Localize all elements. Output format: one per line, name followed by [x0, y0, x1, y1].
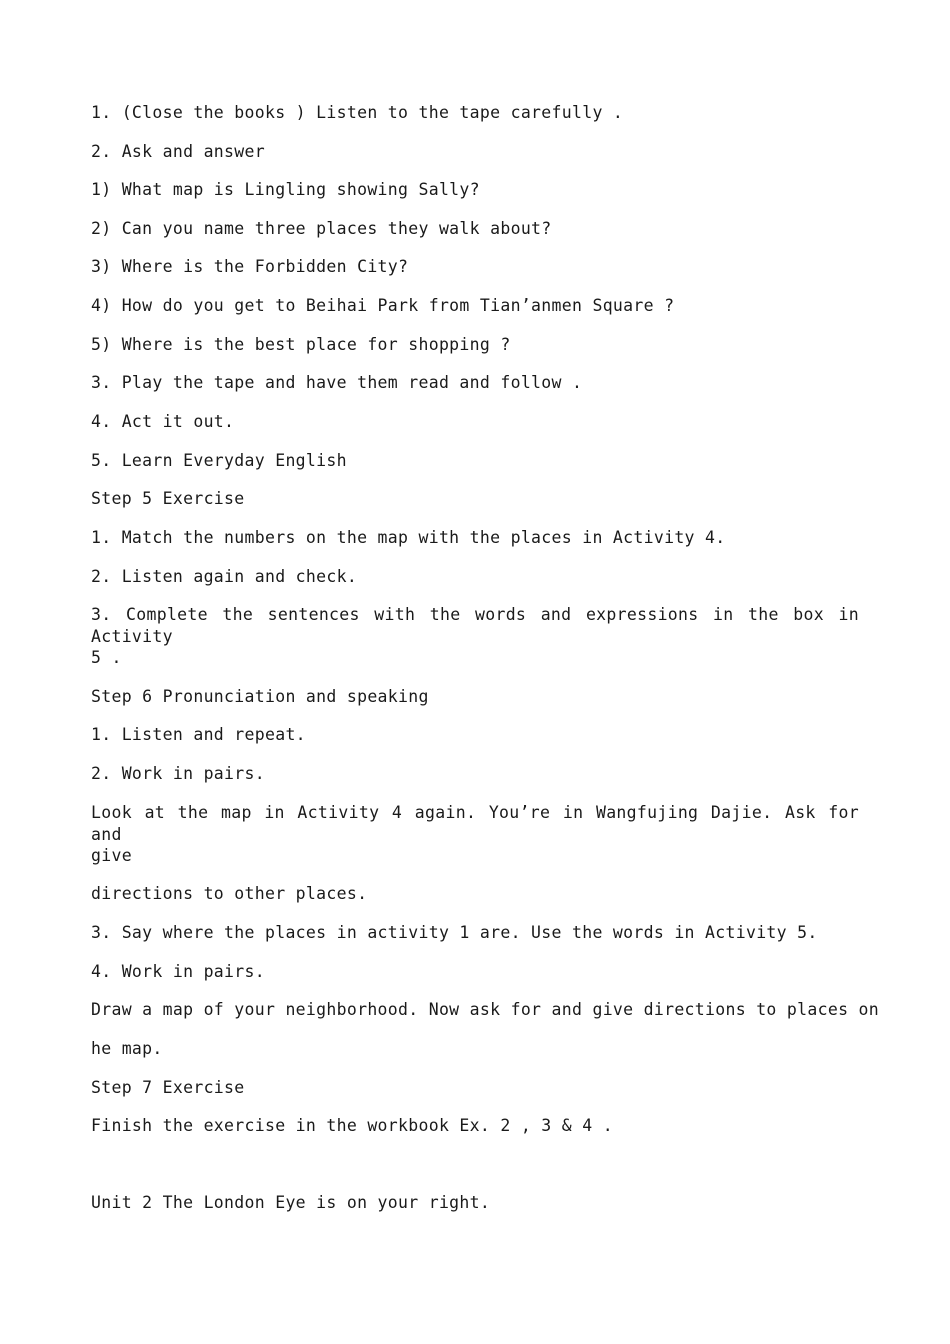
instruction-line: 3. Say where the places in activity 1 are. Use the words in Activity 5.: [91, 923, 818, 942]
instruction-line: Finish the exercise in the workbook Ex. 2 , 3 & 4 .: [91, 1116, 613, 1135]
instruction-line: 1. Listen and repeat.: [91, 725, 306, 744]
instruction-line-continued: directions to other places.: [91, 884, 368, 903]
instruction-line: 4. Act it out.: [91, 412, 235, 431]
instruction-line-continued: 5 .: [91, 648, 122, 667]
instruction-line: Look at the map in Activity 4 again. You’re in Wangfujing Dajie. Ask for and: [91, 803, 859, 844]
instruction-line: 1. Match the numbers on the map with the places in Activity 4.: [91, 528, 726, 547]
instruction-line: 3. Complete the sentences with the words and expressions in the box in Activity: [91, 605, 859, 646]
instruction-line-continued: he map.: [91, 1039, 163, 1058]
instruction-line: 2. Listen again and check.: [91, 567, 358, 586]
step-heading: Step 7 Exercise: [91, 1078, 245, 1097]
instruction-line: 5. Learn Everyday English: [91, 451, 347, 470]
instruction-line-continued: give: [91, 846, 132, 865]
unit-heading: Unit 2 The London Eye is on your right.: [91, 1193, 491, 1212]
question-line: 5) Where is the best place for shopping ?: [91, 335, 511, 354]
instruction-line: Draw a map of your neighborhood. Now ask for and give directions to places on: [91, 1000, 880, 1019]
question-line: 2) Can you name three places they walk about?: [91, 219, 552, 238]
instruction-line: 2. Work in pairs.: [91, 764, 265, 783]
step-heading: Step 6 Pronunciation and speaking: [91, 687, 429, 706]
question-line: 1) What map is Lingling showing Sally?: [91, 180, 480, 199]
instruction-line: 2. Ask and answer: [91, 142, 265, 161]
question-line: 4) How do you get to Beihai Park from Tian’anmen Square ?: [91, 296, 675, 315]
instruction-line: 3. Play the tape and have them read and follow .: [91, 373, 583, 392]
instruction-line: 4. Work in pairs.: [91, 962, 265, 981]
instruction-line: 1. (Close the books ) Listen to the tape carefully .: [91, 103, 624, 122]
question-line: 3) Where is the Forbidden City?: [91, 257, 409, 276]
step-heading: Step 5 Exercise: [91, 489, 245, 508]
